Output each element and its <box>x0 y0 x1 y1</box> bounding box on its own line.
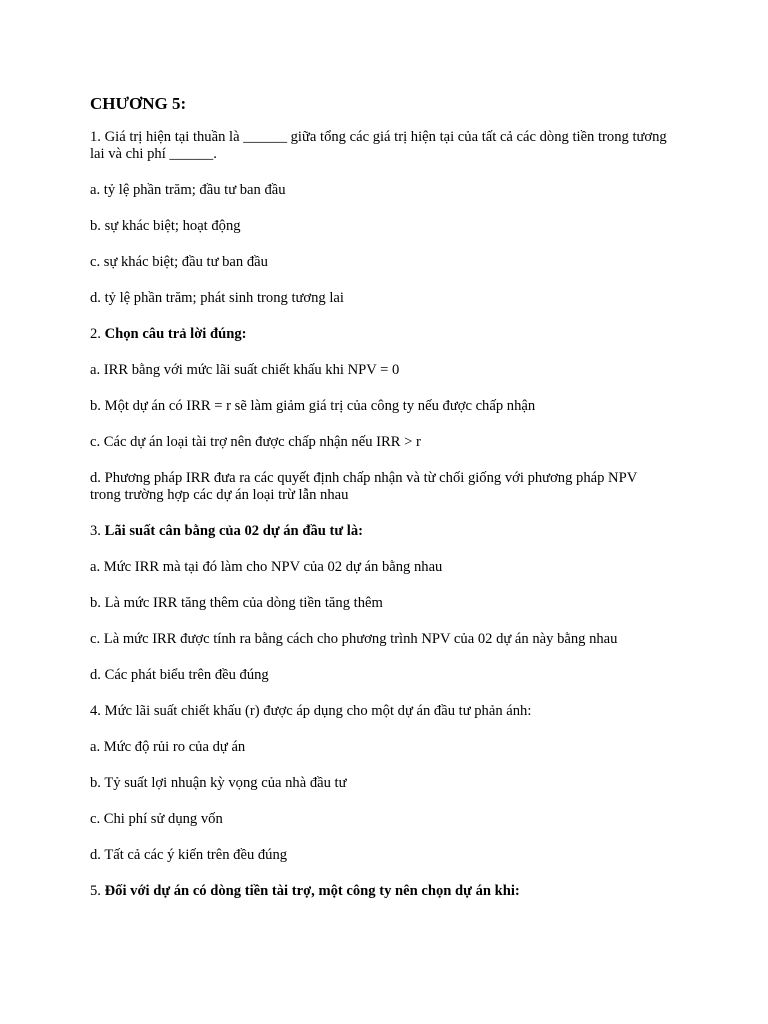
option-2a: a. IRR bằng với mức lãi suất chiết khấu khi NPV = 0 <box>90 362 400 378</box>
option-4a: a. Mức độ rủi ro của dự án <box>90 739 246 755</box>
option-1a: a. tỷ lệ phần trăm; đầu tư ban đầu <box>90 182 286 198</box>
question-1 <box>90 129 670 163</box>
question-5 <box>90 883 670 900</box>
question-4 <box>90 703 670 720</box>
question-stem: Lãi suất cân bằng của 02 dự án đầu tư là: <box>104 523 363 539</box>
option-2b: b. Một dự án có IRR = r sẽ làm giảm giá trị của công ty nếu được chấp nhận <box>90 398 536 414</box>
option-2d: d. Phương pháp IRR đưa ra các quyết định chấp nhận và từ chối giống với phương pháp NPV trong trường hợp các dự án loại trừ lẫn nhau <box>90 470 637 503</box>
question-number: 1. <box>90 129 101 145</box>
question-stem: Mức lãi suất chiết khấu (r) được áp dụng cho một dự án đầu tư phản ánh: <box>104 703 532 719</box>
option-3b: b. Là mức IRR tăng thêm của dòng tiền tăng thêm <box>90 595 383 611</box>
document-page <box>90 93 670 919</box>
question-number: 5. <box>90 883 101 899</box>
question-number: 4. <box>90 703 101 719</box>
option-1c: c. sự khác biệt; đầu tư ban đầu <box>90 254 268 270</box>
option-4b: b. Tỷ suất lợi nhuận kỳ vọng của nhà đầu tư <box>90 775 347 791</box>
option-2c: c. Các dự án loại tài trợ nên được chấp nhận nếu IRR > r <box>90 434 421 450</box>
question-2 <box>90 326 670 343</box>
option-4d: d. Tất cả các ý kiến trên đều đúng <box>90 847 288 863</box>
option-1b: b. sự khác biệt; hoạt động <box>90 218 241 234</box>
option-1d: d. tỷ lệ phần trăm; phát sinh trong tương lai <box>90 290 344 306</box>
question-stem: Đối với dự án có dòng tiền tài trợ, một công ty nên chọn dự án khi: <box>104 883 520 899</box>
question-stem: Chọn câu trả lời đúng: <box>104 326 247 342</box>
option-3c: c. Là mức IRR được tính ra bằng cách cho phương trình NPV của 02 dự án này bằng nhau <box>90 631 618 647</box>
option-3a: a. Mức IRR mà tại đó làm cho NPV của 02 dự án bằng nhau <box>90 559 443 575</box>
option-4c: c. Chi phí sử dụng vốn <box>90 811 223 827</box>
question-3 <box>90 523 670 540</box>
chapter-title: CHƯƠNG 5: <box>90 94 187 113</box>
question-number: 2. <box>90 326 101 342</box>
option-3d: d. Các phát biểu trên đều đúng <box>90 667 269 683</box>
question-stem: Giá trị hiện tại thuần là ______ giữa tổng các giá trị hiện tại của tất cả các dòng tiền trong tương lai và chi phí ______. <box>90 129 667 162</box>
question-number: 3. <box>90 523 101 539</box>
